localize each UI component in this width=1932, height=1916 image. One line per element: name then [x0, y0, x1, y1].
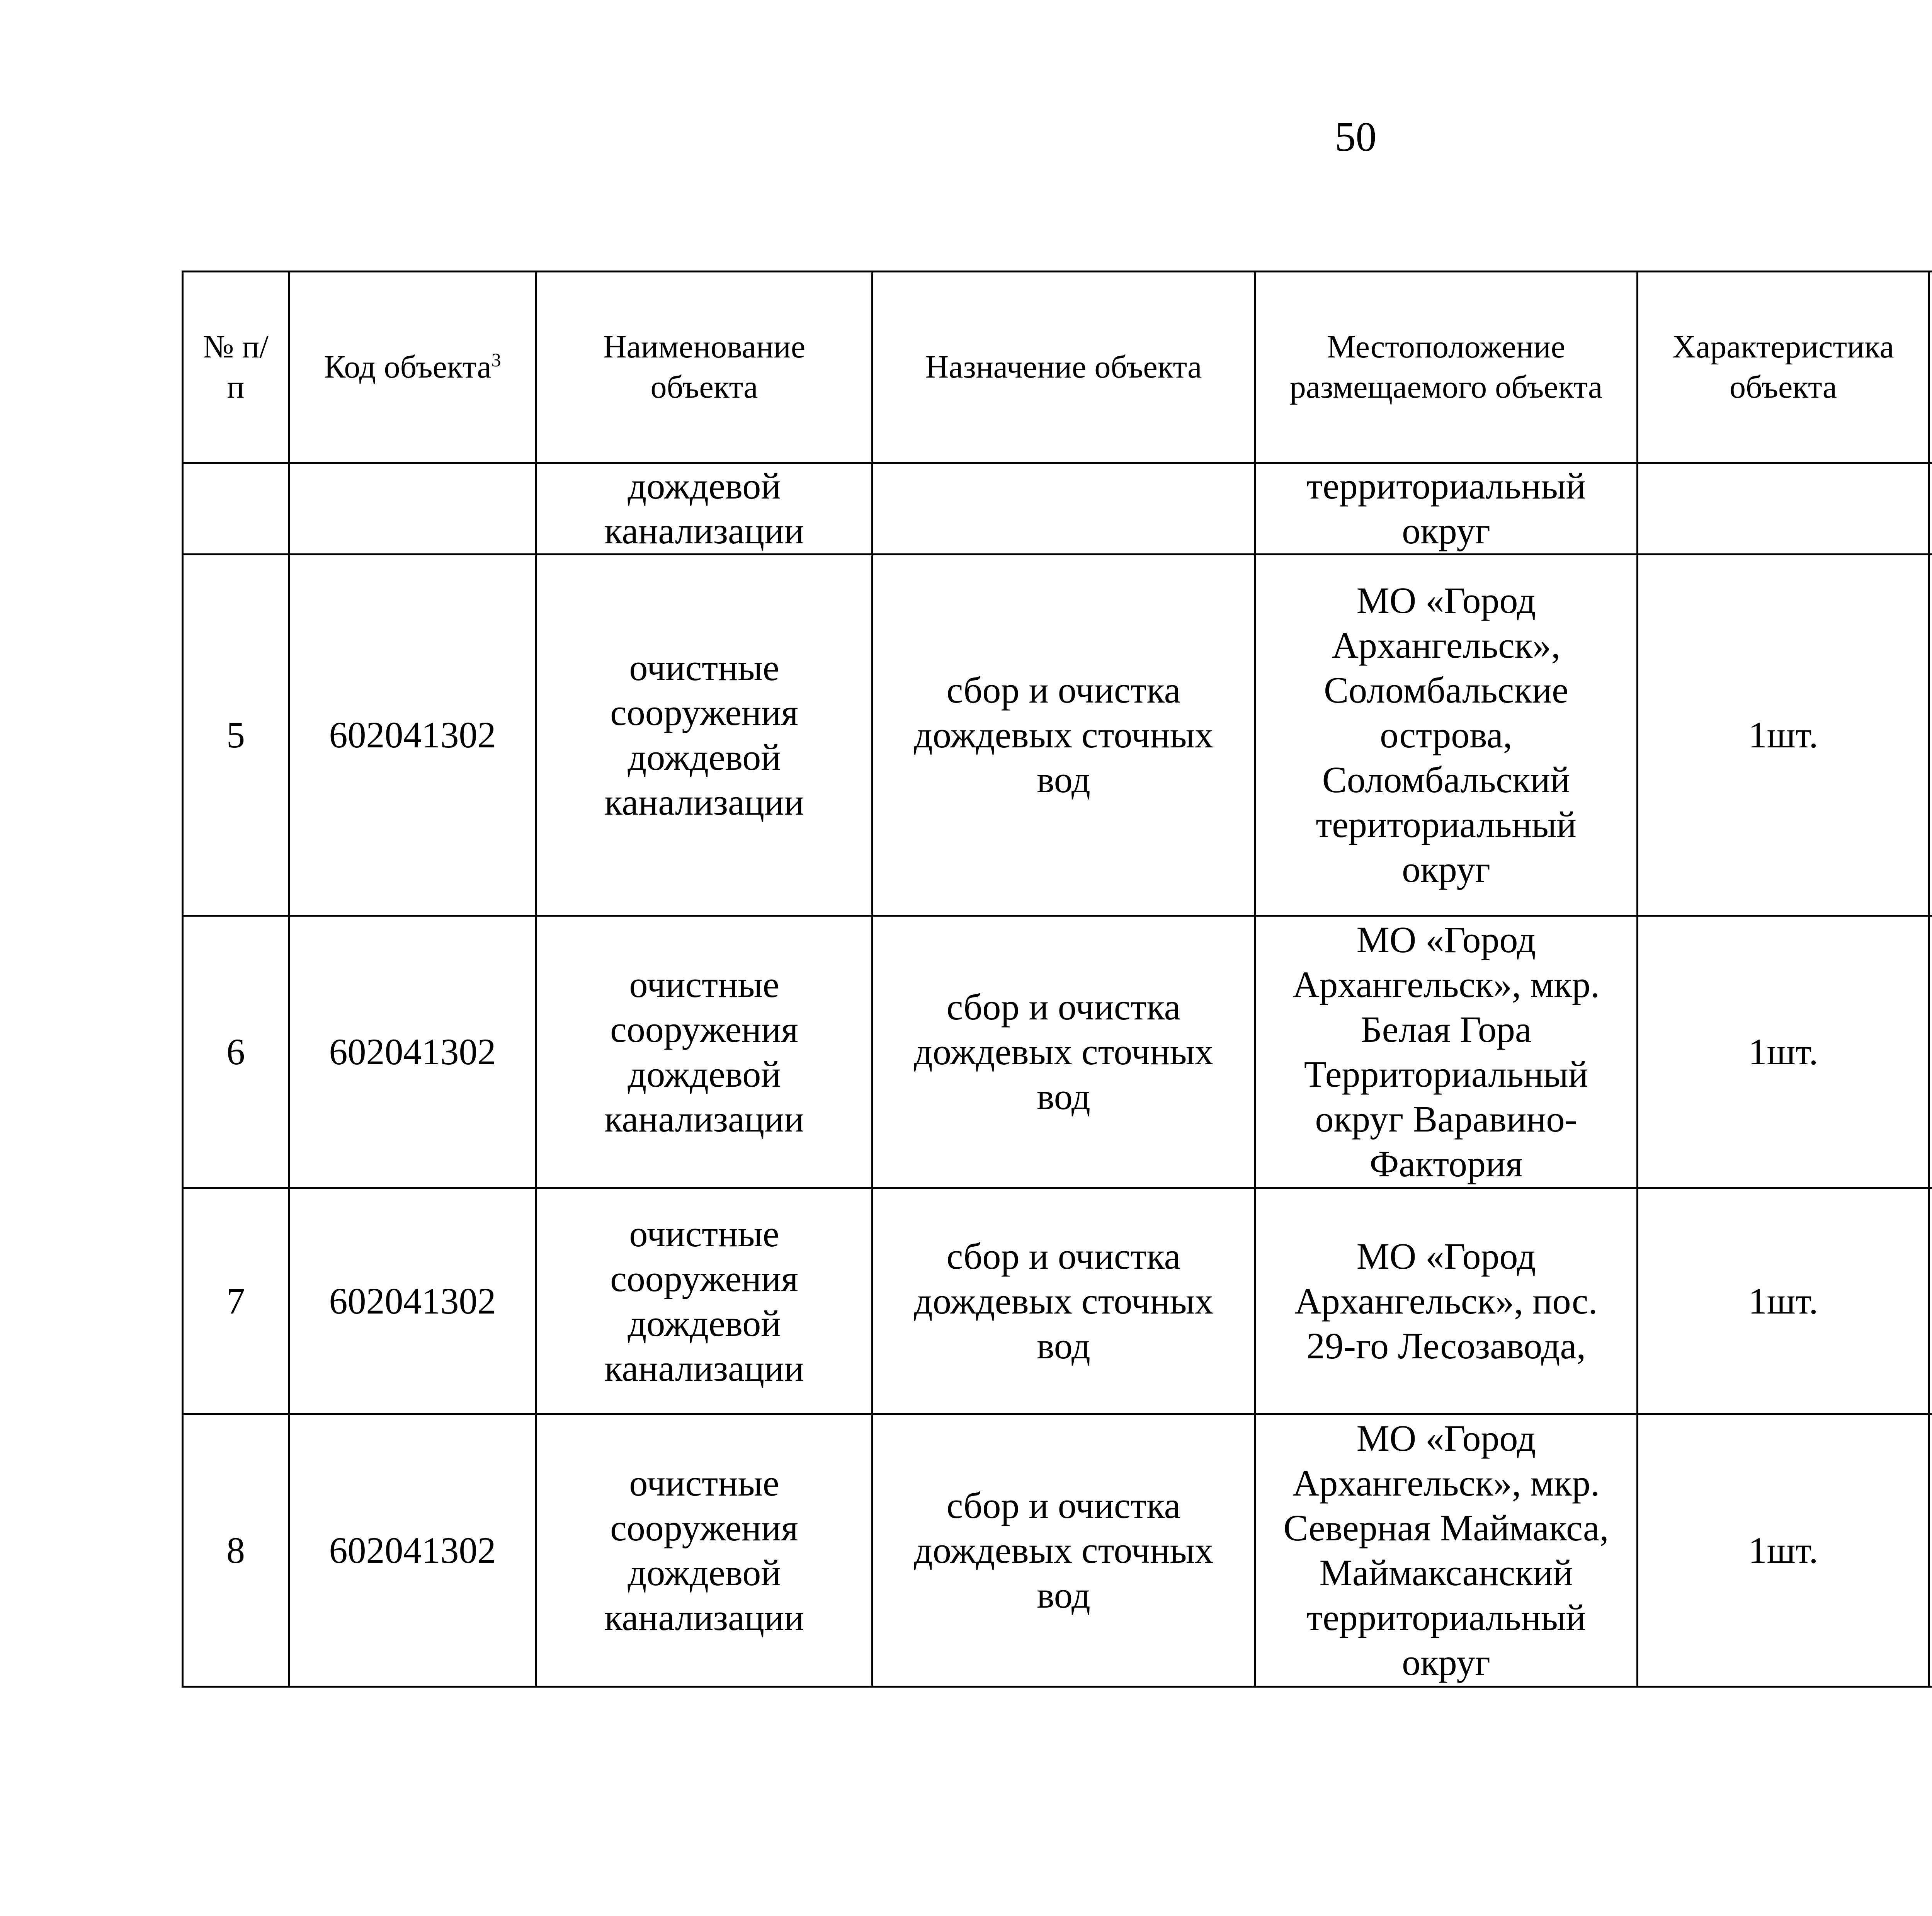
- header-code-label: Код объекта: [324, 349, 492, 385]
- table-row: [183, 916, 1932, 1188]
- cell-code: [289, 463, 536, 555]
- cell-zones: [1929, 1188, 1932, 1414]
- header-name: Наименование объекта: [536, 272, 872, 463]
- cell-num: 6: [183, 916, 289, 1188]
- cell-name: очистные сооружения дождевой канализации: [536, 1188, 872, 1414]
- cell-purpose: сбор и очистка дождевых сточных вод: [872, 1414, 1255, 1687]
- cell-location: МО «Город Архангельск», мкр. Северная Маймакса, Маймаксанский территориальный округ: [1255, 1414, 1638, 1687]
- table-row: [183, 555, 1932, 916]
- table-row-continuation: [183, 463, 1932, 555]
- cell-code: 602041302: [289, 1188, 536, 1414]
- cell-zones: [1929, 916, 1932, 1188]
- table-row: [183, 1414, 1932, 1687]
- cell-characteristic: 1шт.: [1638, 1188, 1929, 1414]
- cell-code: 602041302: [289, 916, 536, 1188]
- cell-zones: [1929, 555, 1932, 916]
- cell-location: МО «Город Архангельск», пос. 29-го Лесозавода,: [1255, 1188, 1638, 1414]
- objects-table: [182, 271, 1932, 1688]
- cell-name: дождевой канализации: [536, 463, 872, 555]
- header-purpose: Назначение объекта: [872, 272, 1255, 463]
- cell-location: МО «Город Архангельск», Соломбальские острова, Соломбальский териториальный округ: [1255, 555, 1638, 916]
- cell-num: 7: [183, 1188, 289, 1414]
- header-code: [289, 272, 536, 463]
- cell-characteristic: [1638, 463, 1929, 555]
- cell-num: 5: [183, 555, 289, 916]
- cell-name: очистные сооружения дождевой канализации: [536, 1414, 872, 1687]
- header-code-footnote: 3: [491, 349, 501, 371]
- header-characteristic: Характеристика объекта: [1638, 272, 1929, 463]
- cell-location: территориальный округ: [1255, 463, 1638, 555]
- cell-purpose: сбор и очистка дождевых сточных вод: [872, 1188, 1255, 1414]
- cell-code: 602041302: [289, 1414, 536, 1687]
- header-num: № п/п: [183, 272, 289, 463]
- cell-zones: [1929, 1414, 1932, 1687]
- table-row: [183, 1188, 1932, 1414]
- cell-characteristic: 1шт.: [1638, 555, 1929, 916]
- cell-name: очистные сооружения дождевой канализации: [536, 555, 872, 916]
- cell-characteristic: 1шт.: [1638, 916, 1929, 1188]
- cell-zones: [1929, 463, 1932, 555]
- cell-num: 8: [183, 1414, 289, 1687]
- cell-characteristic: 1шт.: [1638, 1414, 1929, 1687]
- cell-code: 602041302: [289, 555, 536, 916]
- cell-location: МО «Город Архангельск», мкр. Белая Гора Территориальный округ Варавино-Фактория: [1255, 916, 1638, 1188]
- cell-name: очистные сооружения дождевой канализации: [536, 916, 872, 1188]
- cell-num: [183, 463, 289, 555]
- header-location: Местоположение размещаемого объекта: [1255, 272, 1638, 463]
- cell-purpose: сбор и очистка дождевых сточных вод: [872, 916, 1255, 1188]
- cell-purpose: сбор и очистка дождевых сточных вод: [872, 555, 1255, 916]
- header-zones: [1929, 272, 1932, 463]
- page-number: 50: [1335, 114, 1377, 160]
- cell-purpose: [872, 463, 1255, 555]
- header-row: [183, 272, 1932, 463]
